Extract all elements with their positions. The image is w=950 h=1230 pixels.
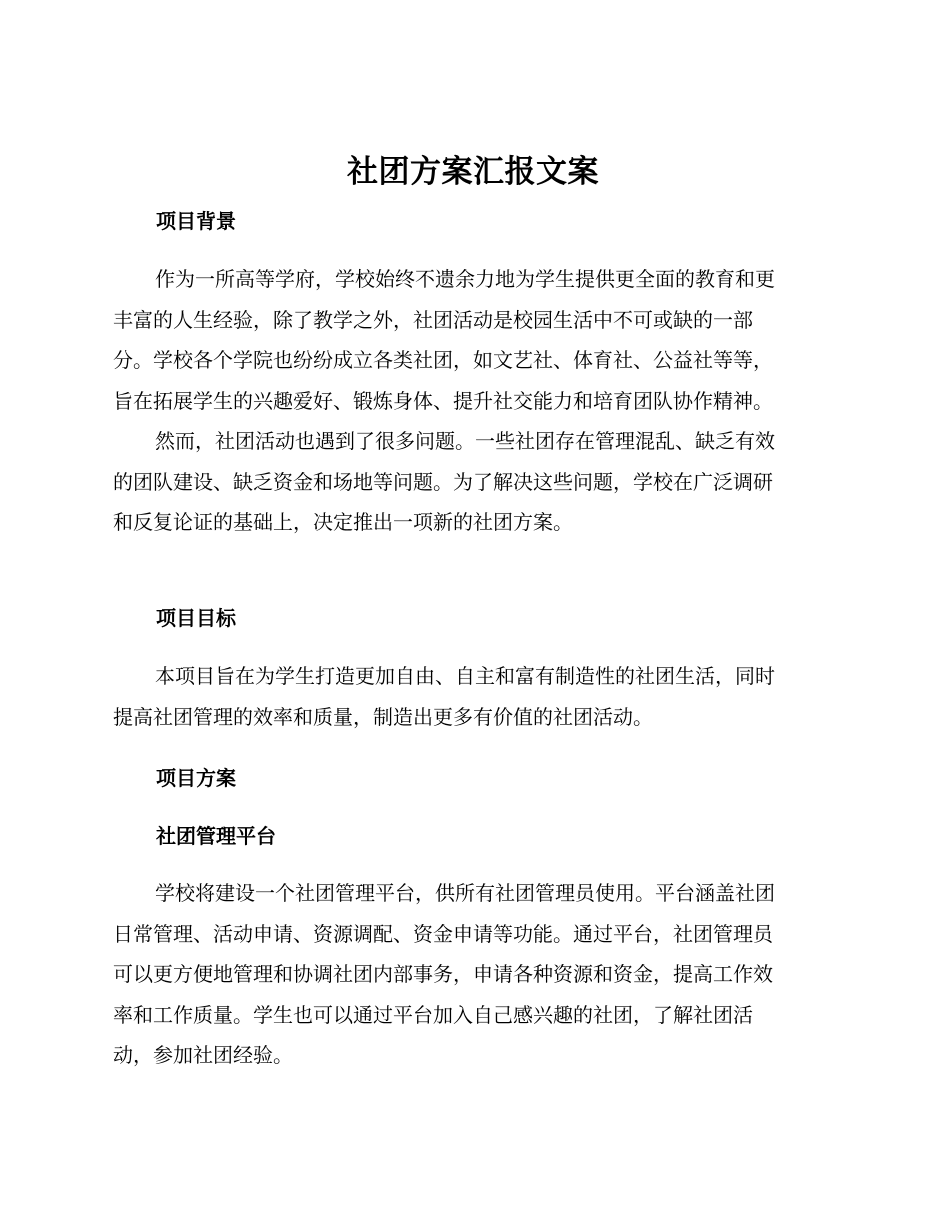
- paragraph-line: 提高社团管理的效率和质量，制造出更多有价值的社团活动。: [113, 704, 653, 729]
- paragraph-line: 的团队建设、缺乏资金和场地等问题。为了解决这些问题，学校在广泛调研: [113, 469, 773, 494]
- heading-platform: 社团管理平台: [156, 824, 276, 848]
- paragraph-line: 和反复论证的基础上，决定推出一项新的社团方案。: [113, 510, 573, 534]
- paragraph-line: 可以更方便地管理和协调社团内部事务，申请各种资源和资金，提高工作效: [113, 962, 773, 986]
- paragraph-line: 然而，社团活动也遇到了很多问题。一些社团存在管理混乱、缺乏有效: [155, 429, 775, 453]
- heading-plan: 项目方案: [156, 766, 236, 790]
- paragraph-line: 学校将建设一个社团管理平台，供所有社团管理员使用。平台涵盖社团: [155, 881, 775, 905]
- paragraph-line: 日常管理、活动申请、资源调配、资金申请等功能。通过平台，社团管理员: [113, 921, 773, 946]
- paragraph-platform-1: [113, 873, 833, 1076]
- paragraph-line: 作为一所高等学府，学校始终不遗余力地为学生提供更全面的教育和更: [155, 267, 775, 291]
- paragraph-goal-1: [113, 656, 833, 737]
- paragraph-line: 丰富的人生经验，除了教学之外，社团活动是校园生活中不可或缺的一部: [113, 307, 753, 332]
- paragraph-line: 率和工作质量。学生也可以通过平台加入自己感兴趣的社团，了解社团活: [113, 1002, 753, 1027]
- paragraph-line: 旨在拓展学生的兴趣爱好、锻炼身体、提升社交能力和培育团队协作精神。: [113, 388, 773, 413]
- heading-background: 项目背景: [156, 209, 236, 233]
- paragraph-background-2: [113, 421, 833, 543]
- paragraph-line: 分。学校各个学院也纷纷成立各类社团，如文艺社、体育社、公益社等等，: [113, 348, 773, 372]
- paragraph-background-1: [113, 259, 833, 421]
- paragraph-line: 动，参加社团经验。: [113, 1043, 293, 1067]
- heading-goal: 项目目标: [156, 606, 236, 630]
- paragraph-line: 本项目旨在为学生打造更加自由、自主和富有制造性的社团生活，同时: [155, 664, 775, 688]
- document-title: 社团方案汇报文案: [347, 154, 599, 190]
